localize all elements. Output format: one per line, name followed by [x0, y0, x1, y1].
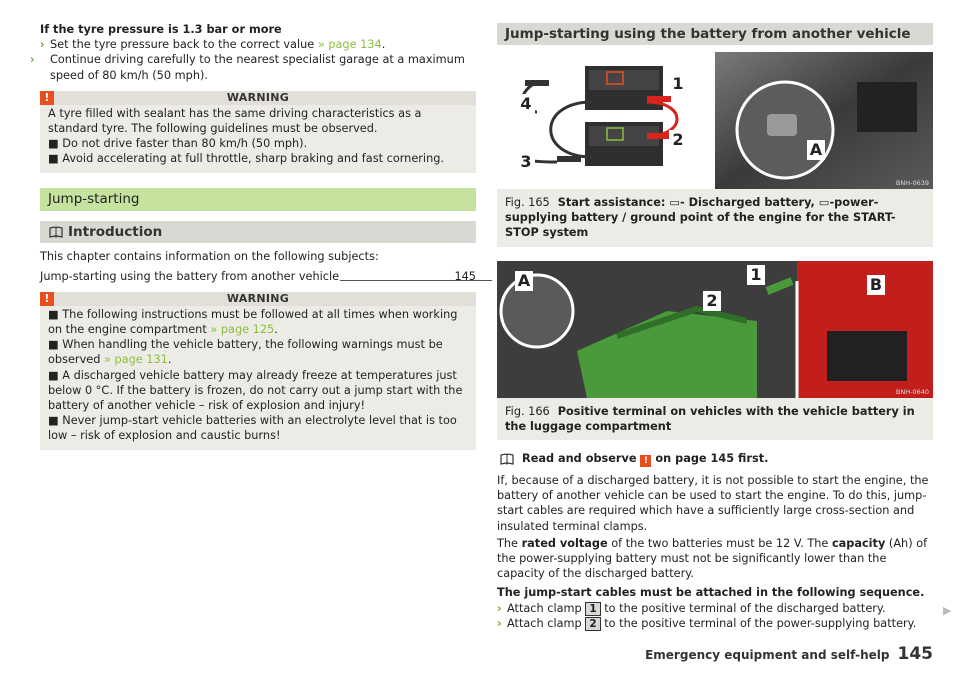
- discharged-battery-icon: ▭: [669, 196, 681, 209]
- chevron-right-icon: ›: [497, 601, 502, 615]
- warning-body: A tyre filled with sealant has the same driving characteristics as a standard tyre. The following guidelines must be observed. ■ Do not drive faster than 80 km/h (50 mph). ■ Avoid accelerating at full throttle, sharp braking and fast cornering.: [48, 106, 444, 166]
- figure-label: A: [807, 140, 825, 160]
- chevron-right-icon: ›: [497, 616, 502, 630]
- figure-label: 1: [669, 74, 687, 94]
- chevron-right-icon: ›: [40, 38, 45, 52]
- introduction-header: Introduction: [40, 221, 476, 243]
- clamp-number: 1: [585, 602, 600, 616]
- section-title: Jump-starting using the battery from another vehicle: [497, 23, 933, 45]
- step-item: › Attach clamp 1 to the positive terminal of the discharged battery.: [497, 601, 886, 615]
- figure-label: 2: [669, 130, 687, 150]
- warning-body: ■ The following instructions must be followed at all times when working on the engine compartment » page 125. ■ When handling the vehicle battery, the following warnings must be observed » page 131. ■ A discharged vehicle battery may already freeze at temperatures just below 0 °C. If the battery is frozen, do not carry out a jump start with the battery of another vehicle – risk of explosion and injury! ■ Never jump-start vehicle batteries with an electrolyte level that is too low – risk of explosion and caustic burns!: [48, 307, 463, 443]
- page-footer: Emergency equipment and self-help 145: [645, 644, 933, 664]
- power-battery-icon: ▭: [818, 196, 830, 209]
- warning-icon: !: [40, 292, 54, 306]
- bullet-item: › Continue driving carefully to the nearest specialist garage at a maximum speed of 80 km/h (50 mph).: [30, 53, 465, 82]
- figure-166: [497, 261, 933, 398]
- warning-icon: !: [640, 455, 651, 467]
- figure-code: BNH-0639: [895, 179, 929, 187]
- intro-paragraph: If, because of a discharged battery, it is not possible to start the engine, the battery of another vehicle can be used to start the engine. To do this, jump-start cables are required which have a sufficiently large cross-section and insulated terminal clamps.: [497, 474, 929, 533]
- figure-label: B: [867, 275, 885, 295]
- figure-caption: Fig. 165 Start assistance: ▭- Discharged battery, ▭-power-supplying battery / ground point of the engine for the START-STOP system: [497, 189, 933, 247]
- left-column: [30, 0, 476, 450]
- toc-entry[interactable]: Jump-starting using the battery from another vehicle 145: [40, 269, 476, 284]
- right-column: [497, 0, 933, 631]
- warning-box: [40, 292, 476, 450]
- warning-box: [40, 91, 476, 173]
- clamp-number: 2: [585, 617, 600, 631]
- figure-label: 1: [747, 265, 765, 285]
- continue-arrow-icon: ▶: [943, 604, 952, 617]
- warning-header: ! WARNING: [40, 91, 476, 105]
- figure-label: 4: [517, 94, 535, 114]
- figure-label: A: [515, 271, 533, 291]
- bullet-item: › Set the tyre pressure back to the correct value » page 134.: [40, 38, 386, 52]
- battery-diagram: [497, 52, 933, 189]
- read-observe: Read and observe ! on page 145 first.: [497, 451, 933, 467]
- figure-165: [497, 52, 933, 189]
- page-link[interactable]: » page 131: [103, 353, 168, 367]
- sequence-heading: The jump-start cables must be attached in the following sequence.: [497, 586, 925, 600]
- book-icon: [49, 226, 63, 238]
- book-icon: [500, 453, 514, 465]
- warning-icon: !: [40, 91, 54, 105]
- page-number: 145: [897, 644, 933, 664]
- figure-caption: Fig. 166 Positive terminal on vehicles with the vehicle battery in the luggage compartment: [497, 398, 933, 440]
- chevron-right-icon: ›: [30, 53, 35, 67]
- tyre-pressure-heading: If the tyre pressure is 1.3 bar or more: [40, 23, 282, 36]
- section-title: Jump-starting: [40, 188, 476, 211]
- figure-label: 3: [517, 152, 535, 172]
- voltage-paragraph: The rated voltage of the two batteries must be 12 V. The capacity (Ah) of the power-supplying battery must not be significantly lower than the capacity of the discharged battery.: [497, 536, 928, 581]
- figure-label: 2: [703, 291, 721, 311]
- warning-header: ! WARNING: [40, 292, 476, 306]
- page-link[interactable]: » page 125: [210, 323, 275, 337]
- figure-code: BNH-0640: [895, 387, 929, 396]
- step-item: › Attach clamp 2 to the positive terminal of the power-supplying battery.: [497, 616, 917, 630]
- intro-text: This chapter contains information on the following subjects:: [40, 249, 379, 263]
- page-link[interactable]: » page 134: [317, 38, 382, 52]
